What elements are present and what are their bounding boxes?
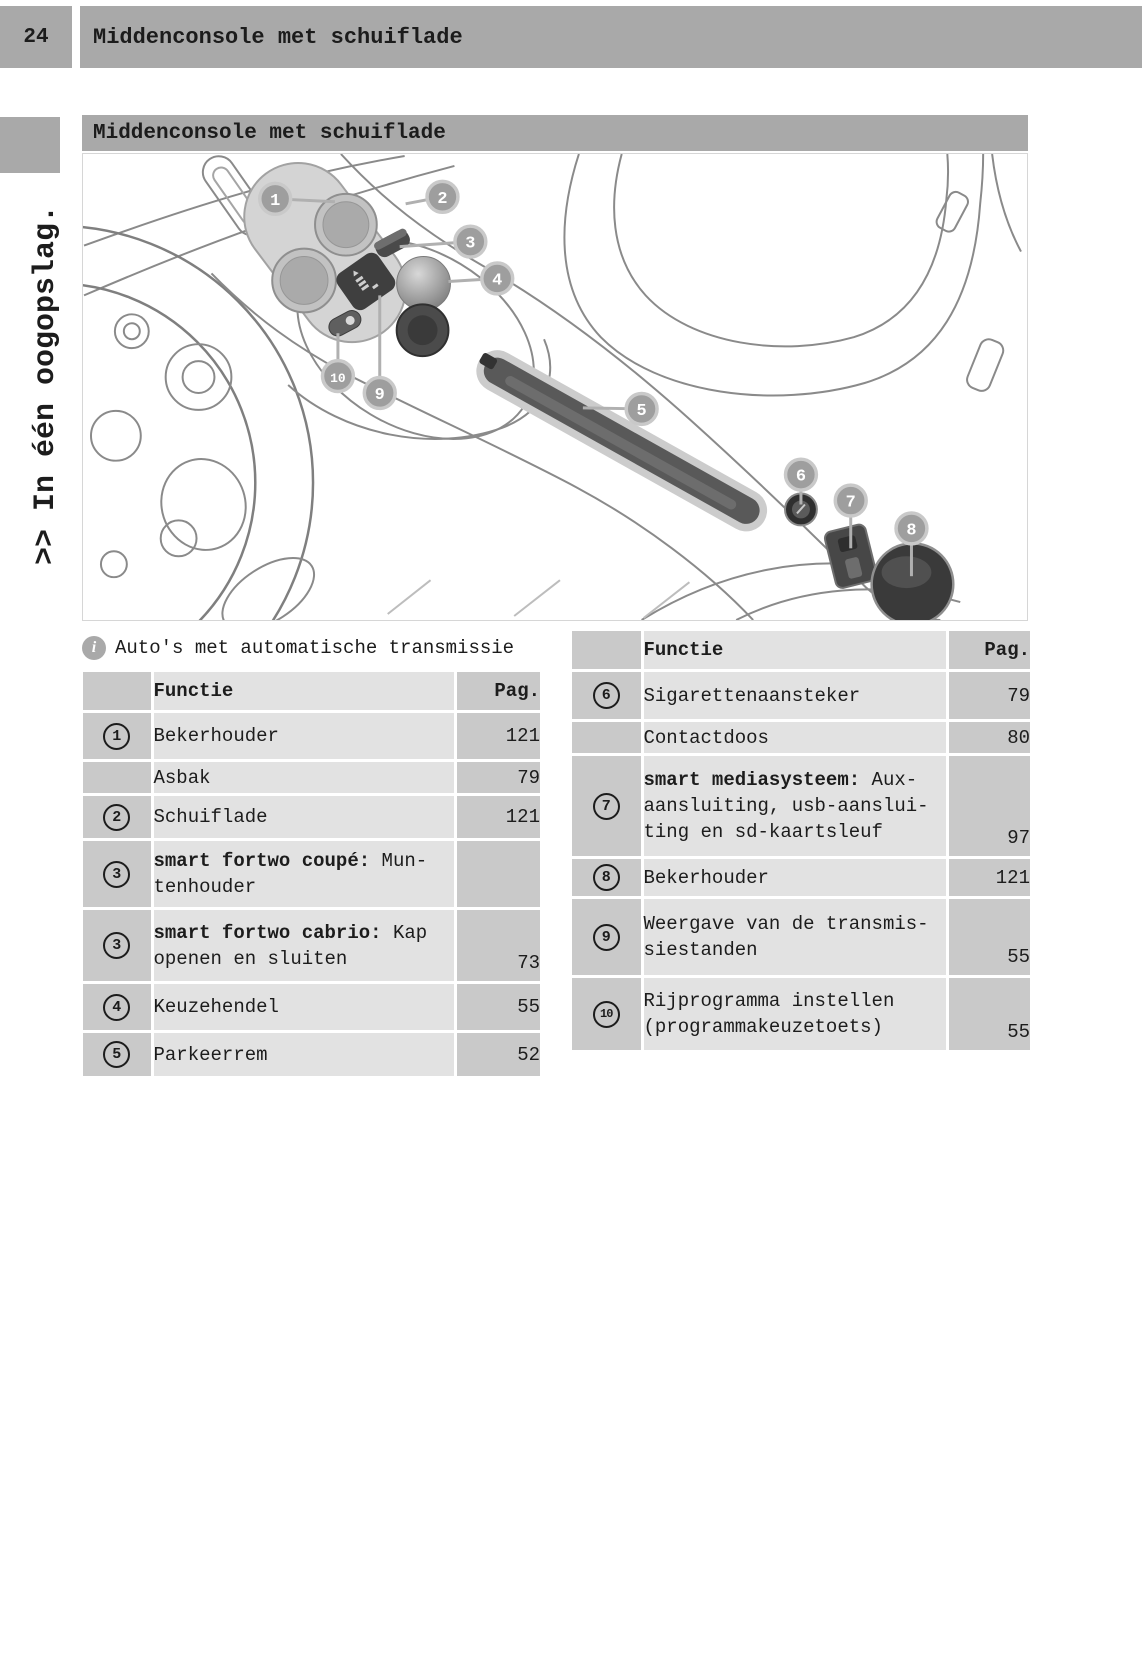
callout-badge: 6 bbox=[593, 682, 620, 709]
function-label: Rijprogramma instellen (programmakeuzetoets) bbox=[642, 977, 947, 1051]
callout-badge: 3 bbox=[103, 861, 130, 888]
table-header-row bbox=[83, 672, 540, 712]
function-label: Parkeerrem bbox=[153, 1043, 268, 1066]
table-row bbox=[572, 755, 1030, 858]
header-function: Functie bbox=[152, 672, 455, 712]
page-ref bbox=[455, 840, 540, 909]
table-row bbox=[572, 977, 1030, 1051]
function-label: Bekerhouder bbox=[153, 725, 279, 747]
sidebar-chapter-label: >> In één oogopslag. bbox=[29, 204, 63, 565]
function-label: smart fortwo cabrio: Kap openen en sluiten bbox=[152, 909, 455, 983]
callout-badge: 3 bbox=[103, 932, 130, 959]
header-page: Pag. bbox=[455, 672, 540, 712]
table-row bbox=[83, 712, 540, 761]
table-row bbox=[572, 671, 1030, 721]
table-row bbox=[572, 858, 1030, 898]
header-function: Functie bbox=[642, 631, 947, 671]
console-illustration-svg bbox=[83, 154, 1027, 620]
page-ref: 55 bbox=[947, 977, 1030, 1051]
svg-text:7: 7 bbox=[845, 493, 856, 513]
function-label: Keuzehendel bbox=[153, 996, 279, 1018]
page-ref: 121 bbox=[455, 795, 540, 840]
callout-badge: 7 bbox=[593, 793, 620, 820]
function-label: Schuiflade bbox=[153, 806, 268, 828]
function-table-right bbox=[572, 631, 1030, 1050]
table-row bbox=[572, 721, 1030, 755]
callout-badge: 1 bbox=[103, 723, 130, 750]
callout-badge: 4 bbox=[103, 994, 130, 1021]
section-title: Middenconsole met schuiflade bbox=[82, 115, 1028, 151]
callout-badge: 9 bbox=[593, 924, 620, 951]
table-row bbox=[83, 909, 540, 983]
seat-outline bbox=[564, 154, 1021, 620]
header-page: Pag. bbox=[947, 631, 1030, 671]
svg-text:4: 4 bbox=[492, 271, 503, 291]
page-ref: 55 bbox=[947, 898, 1030, 977]
page-ref: 121 bbox=[455, 712, 540, 761]
chapter-title: Middenconsole met schuiflade bbox=[80, 6, 1142, 68]
callout-badge: 2 bbox=[103, 804, 130, 831]
table-header-row bbox=[572, 631, 1030, 671]
page-ref: 79 bbox=[947, 671, 1030, 721]
svg-text:3: 3 bbox=[465, 234, 476, 254]
page-number: 24 bbox=[0, 6, 72, 68]
header-num-cell bbox=[572, 631, 642, 671]
function-label: Asbak bbox=[153, 766, 211, 789]
page-ref: 79 bbox=[455, 761, 540, 795]
svg-text:6: 6 bbox=[795, 467, 807, 487]
header-num-cell bbox=[83, 672, 152, 712]
page-ref: 55 bbox=[455, 983, 540, 1032]
page-ref: 97 bbox=[947, 755, 1030, 858]
function-table-left bbox=[83, 672, 540, 1076]
info-icon: i bbox=[82, 636, 106, 660]
svg-text:1: 1 bbox=[270, 191, 281, 211]
parking-brake bbox=[478, 352, 746, 511]
page-ref: 121 bbox=[947, 858, 1030, 898]
function-label: Sigarettenaansteker bbox=[643, 684, 861, 707]
page-ref: 73 bbox=[455, 909, 540, 983]
svg-text:2: 2 bbox=[437, 189, 448, 209]
table-row bbox=[83, 1032, 540, 1077]
page-ref: 52 bbox=[455, 1032, 540, 1077]
function-label: smart mediasysteem: Aux- aansluiting, usb-aanslui- ting en sd-kaartsleuf bbox=[642, 755, 947, 858]
gear-selector bbox=[397, 257, 451, 357]
callout-badge: 10 bbox=[593, 1001, 620, 1028]
sidebar-marker bbox=[0, 117, 60, 173]
table-row bbox=[83, 795, 540, 840]
table-row bbox=[83, 761, 540, 795]
svg-text:5: 5 bbox=[636, 401, 647, 421]
console-illustration bbox=[82, 153, 1028, 621]
callout-badge: 5 bbox=[103, 1041, 130, 1068]
info-note-text: Auto's met automatische transmissie bbox=[115, 637, 515, 659]
page-ref: 80 bbox=[947, 721, 1030, 755]
function-label: Weergave van de transmis- siestanden bbox=[642, 898, 947, 977]
table-row bbox=[83, 840, 540, 909]
svg-text:10: 10 bbox=[330, 371, 346, 387]
function-label: smart fortwo coupé: Mun- tenhouder bbox=[152, 840, 455, 909]
function-label: Bekerhouder bbox=[643, 866, 769, 889]
svg-text:8: 8 bbox=[906, 521, 917, 541]
info-note-row bbox=[82, 636, 514, 660]
table-row bbox=[572, 898, 1030, 977]
svg-text:9: 9 bbox=[374, 385, 385, 405]
callout-badge: 8 bbox=[593, 864, 620, 891]
function-label: Contactdoos bbox=[643, 726, 769, 749]
table-row bbox=[83, 983, 540, 1032]
